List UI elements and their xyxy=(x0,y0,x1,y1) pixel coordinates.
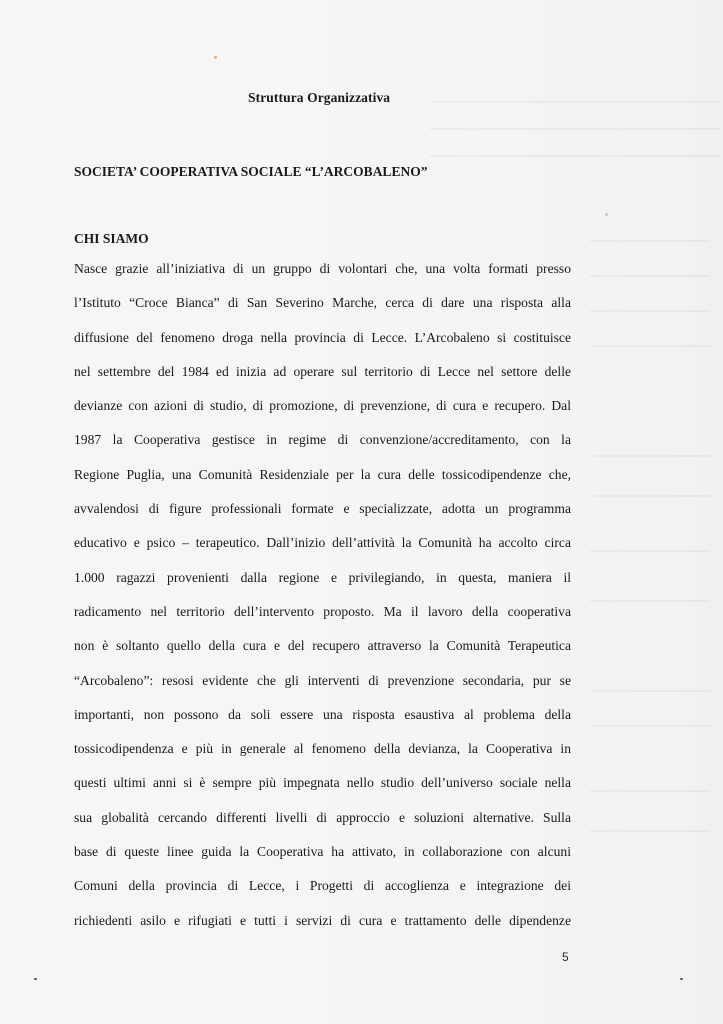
paragraph-line: nel settembre del 1984 ed inizia ad operare sul territorio di Lecce nel settore delle xyxy=(74,363,571,379)
show-through-mark xyxy=(590,790,710,792)
paragraph-line: non è soltanto quello della cura e del recupero attraverso la Comunità Terapeutica xyxy=(74,638,571,654)
paragraph-line: educativo e psico – terapeutico. Dall’inizio dell’attività la Comunità ha accolto circa xyxy=(74,535,571,551)
paragraph-line: sua globalità cercando differenti livelli di approccio e soluzioni alternative. Sulla xyxy=(74,809,571,825)
paragraph-line: richiedenti asilo e rifugiati e tutti i servizi di cura e trattamento delle dipendenze xyxy=(74,912,571,928)
paragraph-line: tossicodipendenza e più in generale al fenomeno della devianza, la Cooperativa in xyxy=(74,741,571,757)
show-through-mark xyxy=(590,275,710,277)
show-through-mark xyxy=(590,690,710,692)
show-through-mark xyxy=(430,155,720,157)
show-through-mark xyxy=(590,830,710,832)
show-through-mark xyxy=(590,550,710,552)
show-through-mark xyxy=(590,495,710,497)
show-through-mark xyxy=(430,128,720,130)
show-through-mark xyxy=(590,240,710,242)
show-through-mark xyxy=(590,345,710,347)
scan-speck xyxy=(34,978,37,980)
paragraph-line: Regione Puglia, una Comunità Residenziale per la cura delle tossicodipendenze che, xyxy=(74,466,571,482)
page-number: 5 xyxy=(562,950,569,964)
paragraph-line: Comuni della provincia di Lecce, i Progetti di accoglienza e integrazione dei xyxy=(74,878,571,894)
scan-speck xyxy=(680,978,683,980)
paragraph-line: avvalendosi di figure professionali formate e specializzate, adotta un programma xyxy=(74,501,571,517)
paragraph-line: questi ultimi anni si è sempre più impegnata nello studio dell’universo sociale nella xyxy=(74,775,571,791)
paragraph-line: 1987 la Cooperativa gestisce in regime di convenzione/accreditamento, con la xyxy=(74,432,571,448)
paragraph-line: diffusione del fenomeno droga nella provincia di Lecce. L’Arcobaleno si costituisce xyxy=(74,329,571,345)
body-paragraph xyxy=(74,252,571,938)
document-title: Struttura Organizzativa xyxy=(248,90,391,105)
show-through-mark xyxy=(590,600,710,602)
scan-speck xyxy=(605,213,608,216)
show-through-mark xyxy=(590,725,710,727)
show-through-mark xyxy=(590,310,710,312)
paragraph-line: “Arcobaleno”: resosi evidente che gli interventi di prevenzione secondaria, pur se xyxy=(74,672,571,688)
scan-speck xyxy=(214,56,217,59)
show-through-mark xyxy=(590,455,710,457)
paragraph-line: Nasce grazie all’iniziativa di un gruppo di volontari che, una volta formati presso xyxy=(74,261,571,276)
paragraph-line: devianze con azioni di studio, di promozione, di prevenzione, di cura e recupero. Dal xyxy=(74,398,571,414)
organization-name: SOCIETA’ COOPERATIVA SOCIALE “L’ARCOBALENO” xyxy=(74,164,428,179)
paragraph-line: base di queste linee guida la Cooperativa ha attivato, in collaborazione con alcuni xyxy=(74,844,571,860)
paragraph-line: radicamento nel territorio dell’intervento proposto. Ma il lavoro della cooperativa xyxy=(74,603,571,619)
paragraph-line: l’Istituto “Croce Bianca” di San Severino Marche, cerca di dare una risposta alla xyxy=(74,295,571,311)
paragraph-line: importanti, non possono da soli essere una risposta esaustiva al problema della xyxy=(74,706,571,722)
paragraph-line: 1.000 ragazzi provenienti dalla regione e privilegiando, in questa, maniera il xyxy=(74,569,571,585)
show-through-mark xyxy=(430,101,720,103)
section-heading: CHI SIAMO xyxy=(74,231,149,246)
